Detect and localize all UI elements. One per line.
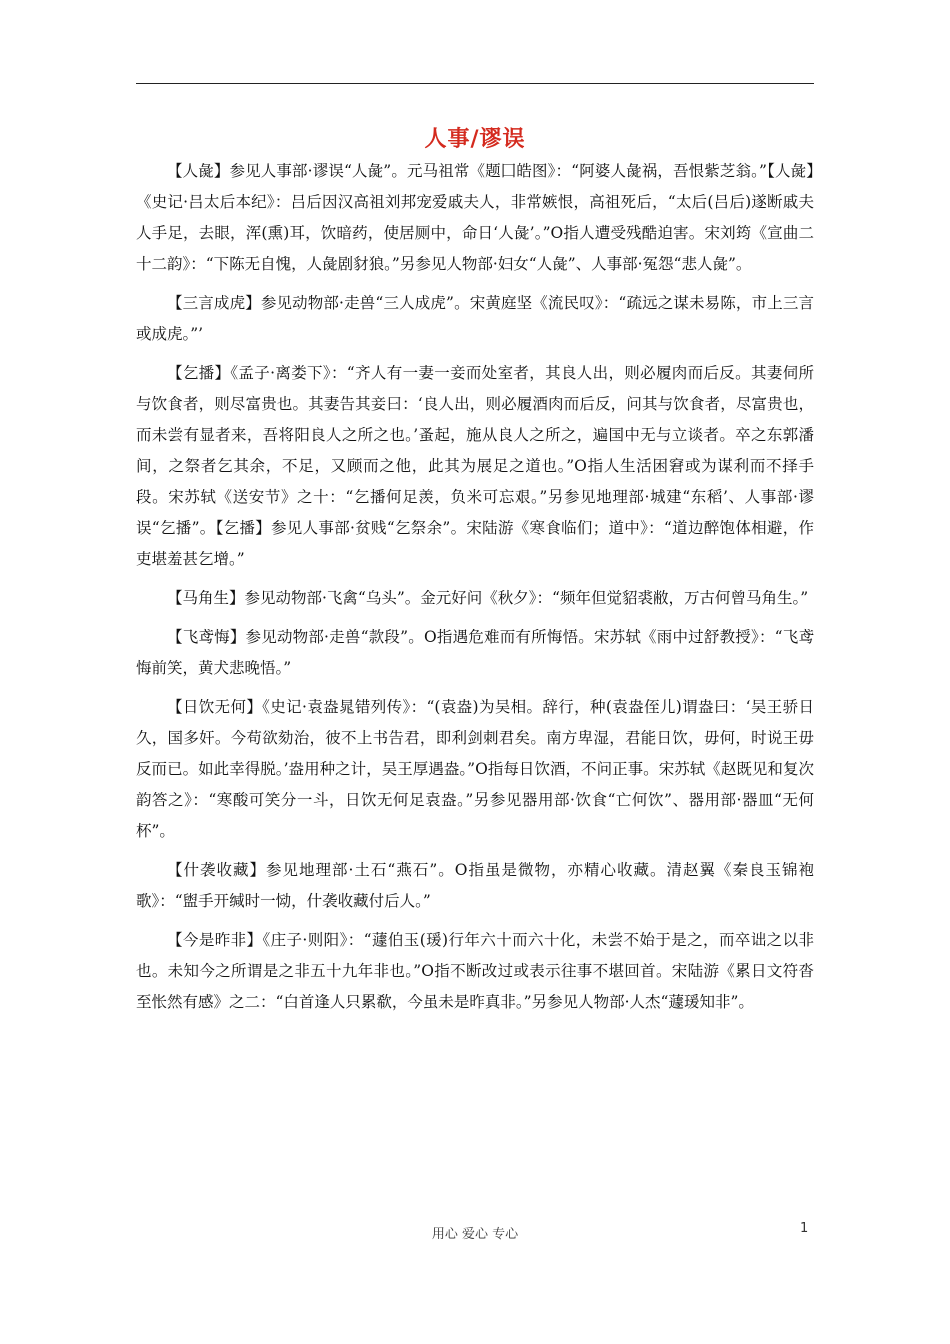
entry-shi-xi-shou-cang: 【什袭收藏】参见地理部·土石“燕石”。O指虽是微物，亦精心收藏。清赵翼《秦良玉锦袍歌》：“盥手开缄时一恸，什袭收藏付后人。” [136, 861, 814, 910]
header-rule [136, 83, 814, 84]
page-number: 1 [800, 1221, 809, 1236]
entry-ri-yin-wu-he: 【日饮无何】《史记·袁盎晁错列传》：“(袁盎)为吴相。辞行，种(袁盎侄儿)谓盎曰：‘吴王骄日久，国多奸。今苟欲劾治，彼不上书告君，即利剑刺君矣。南方卑湿，君能日饮，毋何，时说王毋反而已。如此幸得脱。’盎用种之计，吴王厚遇盎。”O指每日饮酒，不问正事。宋苏轼《赵既见和复次韵答之》：“寒酸可笑分一斗，日饮无何足袁盎。”另参见器用部·饮食“亡何饮”、器用部·器皿“无何杯”。 [136, 698, 814, 840]
entry-qi-bo: 【乞播】《孟子·离娄下》：“齐人有一妻一妾而处室者，其良人出，则必履肉而后反。其妻伺所与饮食者，则尽富贵也。其妻告其妾曰：‘良人出，则必履酒肉而后反，问其与饮食者，尽富贵也，而未尝有显者来，吾将阳良人之所之也。’蚤起，施从良人之所之，遍国中无与立谈者。卒之东郭潘间，之祭者乞其余，不足，又顾而之他，此其为展足之道也。”O指人生活困窘或为谋利而不择手段。宋苏轼《送安节》之十：“乞播何足羡，负米可忘艰。”另参见地理部·城建“东稻’、人事部·谬误“乞播”。【乞播】参见人事部·贫贱“乞祭余”。宋陆游《寒食临们；道中》：“道边醉饱体相避，作吏堪羞甚乞增。” [136, 364, 814, 568]
footer-motto: 用心 爱心 专心 [431, 1227, 519, 1242]
entry-ren-zhi: 【人彘】参见人事部·谬误“人彘”。元马祖常《题囗皓图》：“阿婆人彘祸，吾恨紫芝翁。”【人彘】《史记·吕太后本纪》：吕后因汉高祖刘邦宠爱戚夫人，非常嫉恨，高祖死后，“太后(吕后)遂断戚夫人手足，去眼，浑(熏)耳，饮暗药，使居厕中，命日‘人彘’。”O指人遭受残酷迫害。宋刘筠《宣曲二十二韵》：“下陈无自愧，人彘剧豺狼。”另参见人物部·妇女“人彘”、人事部·冤怨“悲人彘”。 [136, 162, 814, 273]
document-body [136, 156, 814, 1026]
entry-fei-yuan-hui: 【飞鸢悔】参见动物部·走兽“款段”。O指遇危难而有所悔悟。宋苏轼《雨中过舒教授》：“飞鸢悔前笑，黄犬悲晚悟。” [136, 628, 814, 677]
entry-jin-shi-zuo-fei: 【今是昨非】《庄子·则阳》：“蘧伯玉(瑗)行年六十而六十化，未尝不始于是之，而卒诎之以非也。未知今之所谓是之非五十九年非也。”O指不断改过或表示往事不堪回首。宋陆游《累日文符沓至怅然有感》之二：“白首逢人只累欷，今虽未是昨真非。”另参见人物部·人杰“蘧瑗知非”。 [136, 931, 814, 1011]
page-title: 人事/谬误 [424, 127, 526, 152]
entry-ma-jiao-sheng: 【马角生】参见动物部·飞禽“乌头”。金元好问《秋夕》：“频年但觉貂裘敝，万古何曾马角生。” [167, 589, 809, 607]
entry-san-yan-cheng-hu: 【三言成虎】参见动物部·走兽“三人成虎”。宋黄庭坚《流民叹》：“疏远之谋未易陈，市上三言或成虎。”’ [136, 294, 814, 343]
